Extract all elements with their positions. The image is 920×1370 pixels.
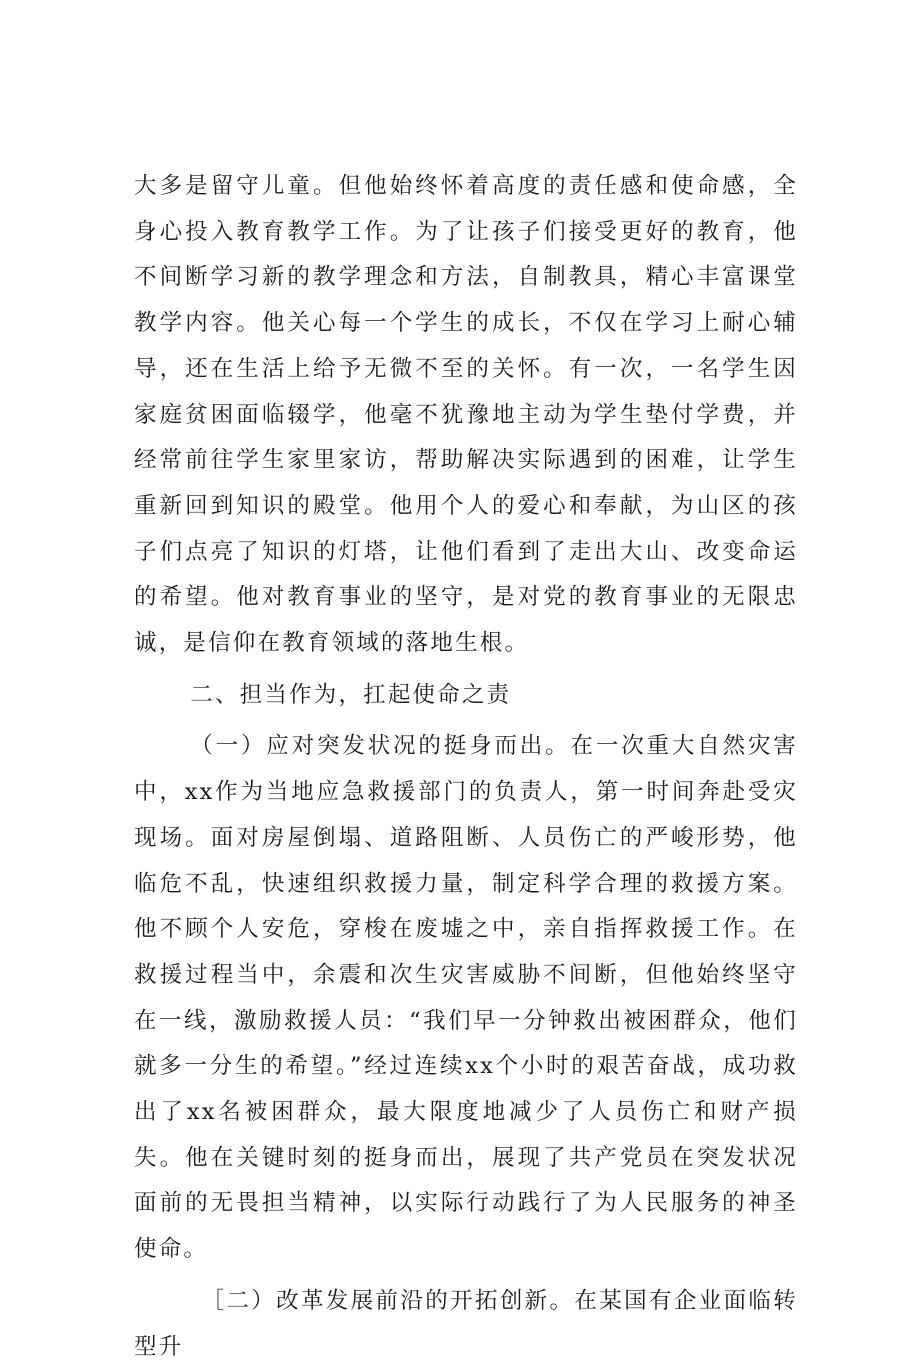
subsection-2-paragraph: ［二）改革发展前沿的开拓创新。在某国有企业面临转型升 — [134, 1287, 798, 1360]
subsection-1-paragraph: （一）应对突发状况的挺身而出。在一次重大自然灾害中，xx作为当地应急救援部门的负责人，第一时间奔赴受灾现场。面对房屋倒塌、道路阻断、人员伤亡的严峻形势，他临危不乱，快速组织救援力量，制定科学合理的救援方案。他不顾个人安危，穿梭在废墟之中，亲自指挥救援工作。在救援过程当中，余震和次生灾害威胁不间断，但他始终坚守在一线，激励救援人员：“我们早一分钟救出被困群众，他们就多一分生的希望。”经过连续xx个小时的艰苦奋战，成功救出了xx名被困群众，最大限度地减少了人员伤亡和财产损失。他在关键时刻的挺身而出，展现了共产党员在突发状况面前的无畏担当精神，以实际行动践行了为人民服务的神圣使命。 — [134, 733, 798, 1263]
document-body — [134, 164, 798, 1370]
section-heading: 二、担当作为，扛起使命之责 — [190, 681, 512, 708]
paragraph-continuation: 大多是留守儿童。但他始终怀着高度的责任感和使命感，全身心投入教育教学工作。为了让孩子们接受更好的教育，他不间断学习新的教学理念和方法，自制教具，精心丰富课堂教学内容。他关心每一个学生的成长，不仅在学习上耐心辅导，还在生活上给予无微不至的关怀。有一次，一名学生因家庭贫困面临辍学，他毫不犹豫地主动为学生垫付学费，并经常前往学生家里家访，帮助解决实际遇到的困难，让学生重新回到知识的殿堂。他用个人的爱心和奉献，为山区的孩子们点亮了知识的灯塔，让他们看到了走出大山、改变命运的希望。他对教育事业的坚守，是对党的教育事业的无限忠诚，是信仰在教育领域的落地生根。 — [134, 173, 798, 657]
